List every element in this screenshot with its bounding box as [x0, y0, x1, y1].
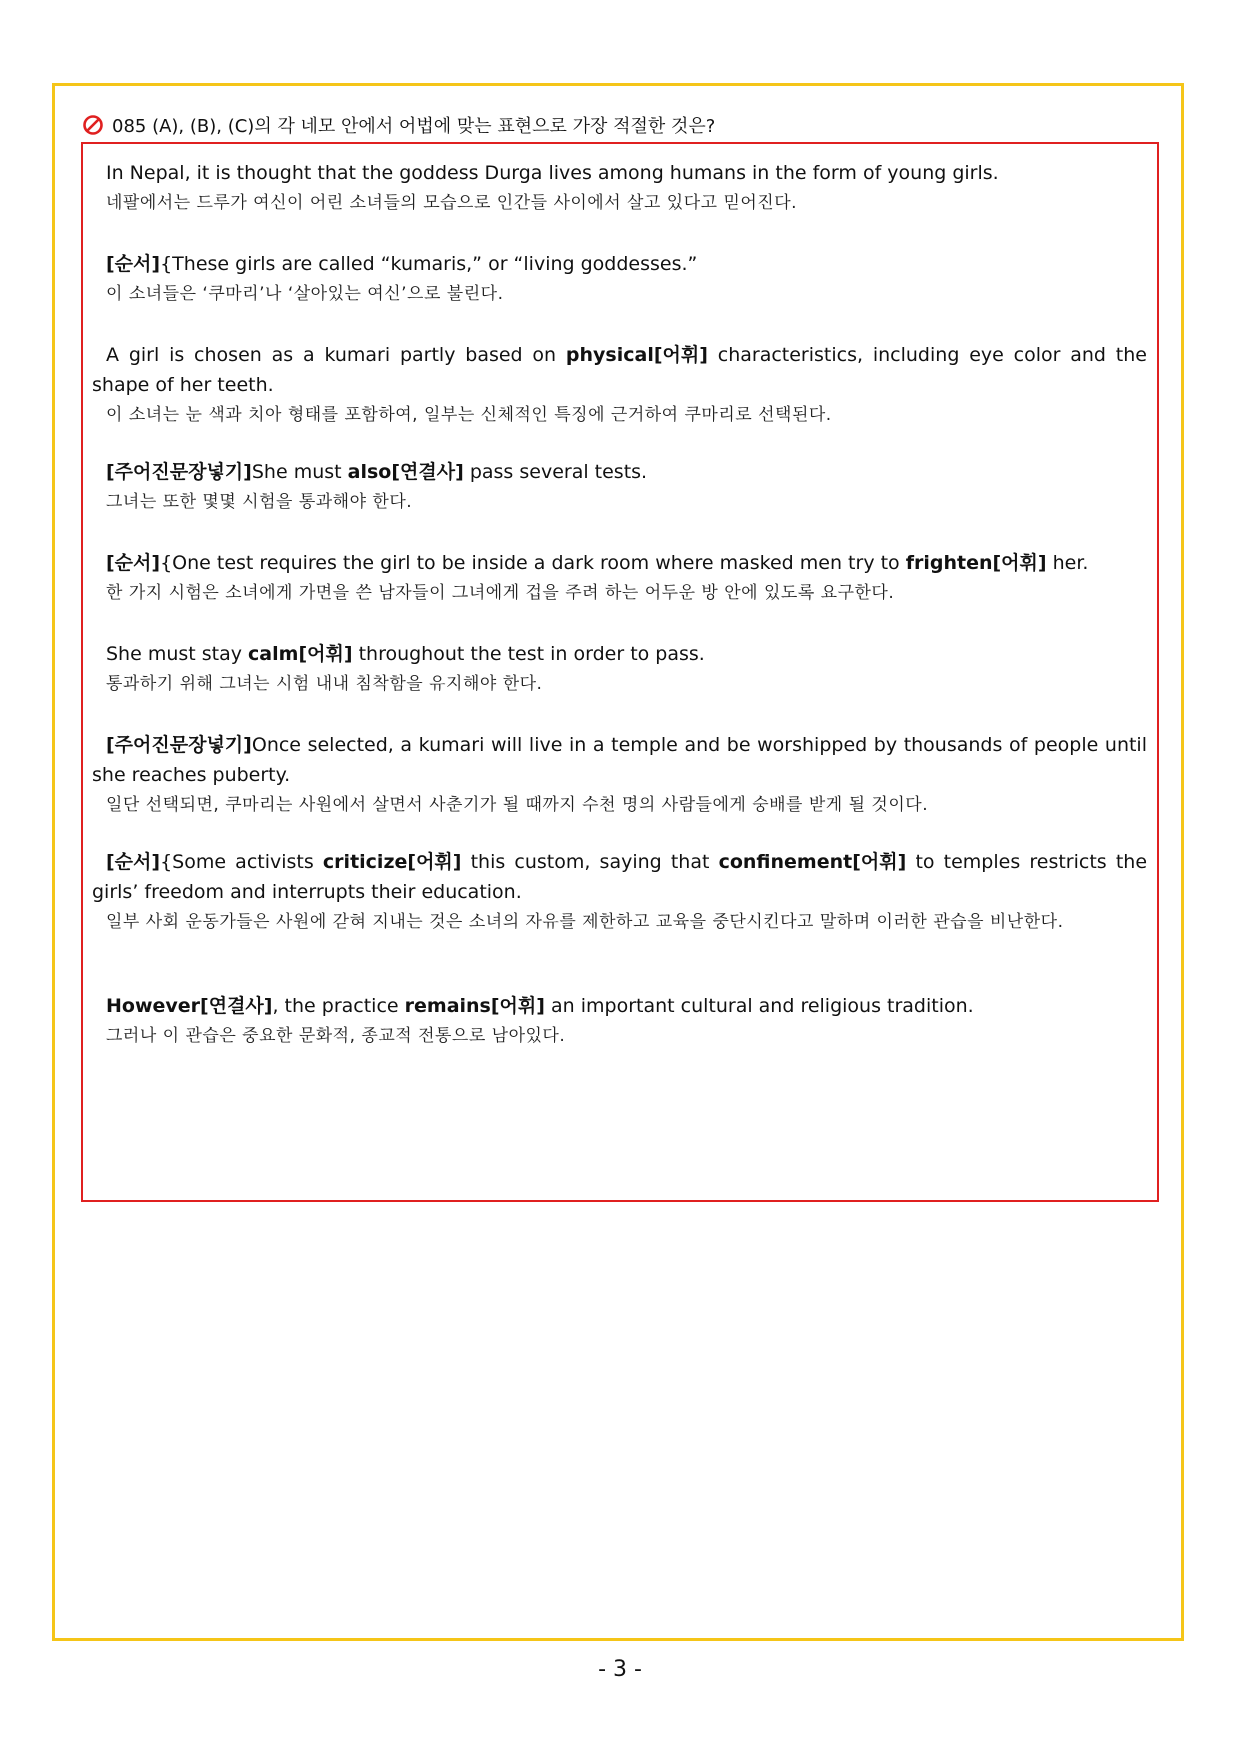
english-sentence: [92, 340, 1147, 400]
keyword-highlight: criticize[어휘]: [322, 851, 462, 873]
sentence-text: Once selected, a kumari will live in a temple and be worshipped by thousands of people until she reaches puberty.: [92, 734, 1147, 786]
sentence-text: She must: [251, 461, 348, 483]
keyword-highlight: remains[어휘]: [404, 995, 545, 1017]
question-type-tag: [순서]: [106, 253, 161, 275]
keyword-highlight: confinement[어휘]: [718, 851, 907, 873]
passage-entry: [92, 340, 1147, 430]
sentence-text: {One test requires the girl to be inside a dark room where masked men try to: [160, 552, 906, 574]
korean-translation: 일단 선택되면, 쿠마리는 사원에서 살면서 사춘기가 될 때까지 수천 명의 사람들에게 숭배를 받게 될 것이다.: [106, 795, 929, 815]
korean-translation: 한 가지 시험은 소녀에게 가면을 쓴 남자들이 그녀에게 겁을 주려 하는 어두운 방 안에 있도록 요구한다.: [106, 583, 895, 603]
passage-entry: [92, 991, 1147, 1051]
passage-entry: [92, 158, 1147, 218]
sentence-text: to temples restricts the girls’ freedom and interrupts their education.: [92, 851, 1148, 903]
keyword-highlight: also[연결사]: [347, 461, 464, 483]
passage-entry: [92, 548, 1147, 608]
sentence-text: A girl is chosen as a kumari partly based on: [106, 344, 566, 366]
sentence-text: pass several tests.: [463, 461, 648, 483]
page-number: - 3 -: [598, 1657, 642, 1682]
korean-translation: 이 소녀는 눈 색과 치아 형태를 포함하여, 일부는 신체적인 특징에 근거하여 쿠마리로 선택된다.: [106, 405, 832, 425]
english-sentence: [92, 639, 1147, 669]
question-header: [82, 111, 715, 139]
korean-translation: 그녀는 또한 몇몇 시험을 통과해야 한다.: [106, 492, 413, 512]
keyword-highlight: physical[어휘]: [565, 344, 708, 366]
sentence-text: In Nepal, it is thought that the goddess Durga lives among humans in the form of young girls.: [106, 162, 999, 184]
sentence-text: She must stay: [106, 643, 249, 665]
passage-entry: [92, 249, 1147, 309]
english-sentence: [92, 730, 1147, 790]
sentence-text: an important cultural and religious tradition.: [544, 995, 974, 1017]
passage-entry: [92, 457, 1147, 517]
korean-translation: 일부 사회 운동가들은 사원에 갇혀 지내는 것은 소녀의 자유를 제한하고 교육을 중단시킨다고 말하며 이러한 관습을 비난한다.: [106, 912, 1064, 932]
question-type-tag: [주어진문장넣기]: [106, 461, 252, 483]
sentence-text: throughout the test in order to pass.: [352, 643, 705, 665]
sentence-text: her.: [1046, 552, 1089, 574]
question-type-tag: [순서]: [106, 552, 161, 574]
no-entry-icon: [82, 114, 104, 136]
english-sentence: [92, 847, 1147, 907]
sentence-text: {Some activists: [160, 851, 323, 873]
sentence-text: characteristics, including eye color and the shape of her teeth.: [92, 344, 1147, 396]
english-sentence: [92, 457, 1147, 487]
korean-translation: 네팔에서는 드루가 여신이 어린 소녀들의 모습으로 인간들 사이에서 살고 있다고 믿어진다.: [106, 193, 798, 213]
question-type-tag: [순서]: [106, 851, 161, 873]
keyword-highlight: However[연결사]: [106, 995, 273, 1017]
keyword-highlight: frighten[어휘]: [905, 552, 1047, 574]
korean-translation: 통과하기 위해 그녀는 시험 내내 침착함을 유지해야 한다.: [106, 674, 543, 694]
english-sentence: [92, 158, 1147, 188]
passage-entry: [92, 730, 1147, 820]
sentence-text: , the practice: [272, 995, 405, 1017]
english-sentence: [92, 249, 1147, 279]
question-type-tag: [주어진문장넣기]: [106, 734, 252, 756]
korean-translation: 이 소녀들은 ‘쿠마리’나 ‘살아있는 여신’으로 불린다.: [106, 284, 504, 304]
sentence-text: this custom, saying that: [461, 851, 719, 873]
passage-entry: [92, 847, 1147, 937]
english-sentence: [92, 548, 1147, 578]
sentence-text: {These girls are called “kumaris,” or “living goddesses.”: [160, 253, 698, 275]
english-sentence: [92, 991, 1147, 1021]
korean-translation: 그러나 이 관습은 중요한 문화적, 종교적 전통으로 남아있다.: [106, 1026, 566, 1046]
keyword-highlight: calm[어휘]: [248, 643, 353, 665]
passage-entry: [92, 639, 1147, 699]
question-text: 085 (A), (B), (C)의 각 네모 안에서 어법에 맞는 표현으로 가장 적절한 것은?: [112, 116, 716, 137]
